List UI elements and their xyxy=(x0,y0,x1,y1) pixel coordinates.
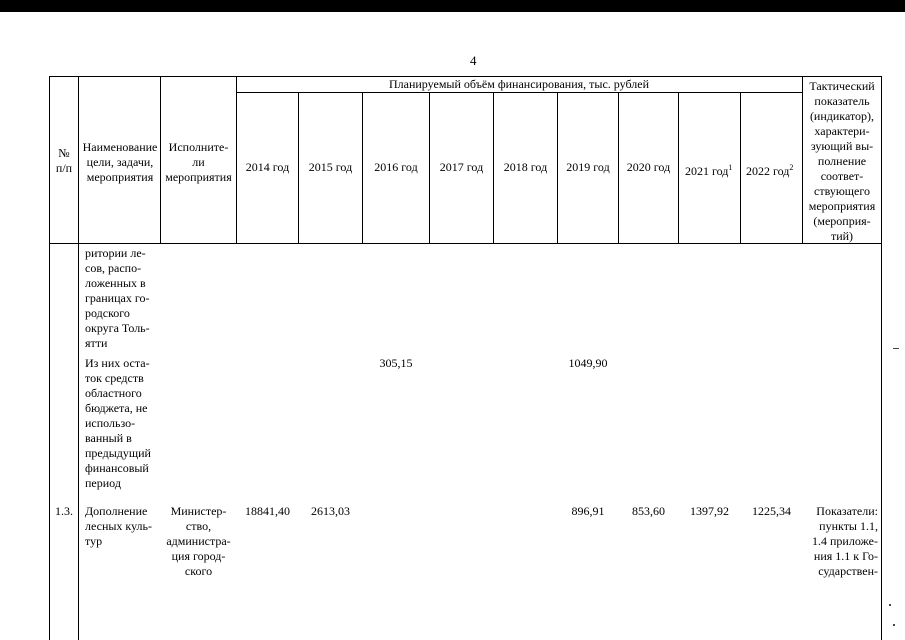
row-remainder-2019: 1049,90 xyxy=(568,356,608,370)
col-header-number: № п/п xyxy=(55,146,73,175)
col-header-year-2021 xyxy=(685,160,732,179)
row-remainder-name: Из них оста- ток средств областного бюджета, не использо- ванный в предыдущий финансовый период xyxy=(85,356,151,490)
col-header-indicator: Тактический показатель (индикатор), характери- зующий вы- полнение соответ- ствующего мероприятия (мероприя- тий) xyxy=(808,79,876,243)
row-1-3-indicator: Показатели: пункты 1.1, 1.4 приложе- ния 1.1 к Го- сударствен- xyxy=(812,504,878,578)
row-1-3-2015: 2613,03 xyxy=(311,504,350,518)
footnote-2022: 2 xyxy=(789,163,794,172)
year-2022-label: 2022 год xyxy=(746,164,790,178)
col-header-year-2018: 2018 год xyxy=(503,160,548,174)
page-number: 4 xyxy=(470,53,477,68)
scan-speck xyxy=(893,348,899,349)
row-remainder-2016: 305,15 xyxy=(379,356,413,370)
col-header-name: Наименование цели, задачи, мероприятия xyxy=(82,140,158,184)
row-1-3-2020: 853,60 xyxy=(632,504,665,518)
scan-top-border xyxy=(0,0,905,12)
col-header-year-2014: 2014 год xyxy=(245,160,290,174)
col-header-year-2015: 2015 год xyxy=(308,160,353,174)
col-header-year-2017: 2017 год xyxy=(439,160,484,174)
col-header-funding: Планируемый объём финансирования, тыс. рублей xyxy=(388,77,649,91)
col-header-year-2019: 2019 год xyxy=(566,160,610,174)
col-header-year-2016: 2016 год xyxy=(374,160,418,174)
row-1-3-2022: 1225,34 xyxy=(752,504,791,518)
row-1-3-number: 1.3. xyxy=(55,504,73,518)
year-2021-label: 2021 год xyxy=(685,164,729,178)
row-continuation-name: ритории ле- сов, распо- ложенных в границах го- родского округа Толь- ятти xyxy=(85,246,150,350)
row-1-3-2019: 896,91 xyxy=(571,504,605,518)
col-header-year-2020: 2020 год xyxy=(626,160,671,174)
row-1-3-executor: Министер- ство, администра- ция город- ского xyxy=(166,504,231,578)
col-header-year-2022 xyxy=(746,160,793,179)
row-1-3-2021: 1397,92 xyxy=(690,504,729,518)
footnote-2021: 1 xyxy=(728,163,733,172)
scan-speck xyxy=(893,624,895,626)
row-1-3-name: Дополнение лесных куль- тур xyxy=(85,504,153,548)
row-1-3-2014: 18841,40 xyxy=(245,504,290,518)
scan-speck xyxy=(889,604,891,606)
col-header-executor: Исполните- ли мероприятия xyxy=(165,140,232,184)
